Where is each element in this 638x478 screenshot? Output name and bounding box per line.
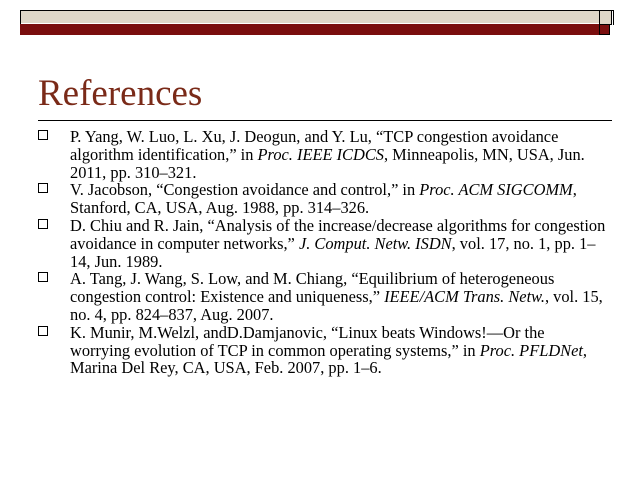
- square-outline-icon: [38, 272, 48, 282]
- references-list: [38, 128, 606, 377]
- reference-item: [38, 128, 606, 181]
- reference-segment: , Minneapolis, MN, USA, Jun. 2011, pp. 310–321.: [70, 144, 585, 182]
- reference-segment: , vol. 15, no. 4, pp. 824–837, Aug. 2007.: [70, 287, 603, 324]
- square-outline-icon: [38, 326, 48, 336]
- reference-text: [70, 324, 606, 377]
- reference-text: [70, 217, 606, 270]
- reference-item: [38, 324, 606, 377]
- reference-segment: A. Tang, J. Wang, S. Low, and M. Chiang, “Equilibrium of heterogeneous congestion control: Existence and uniqueness,”: [70, 269, 555, 307]
- reference-segment: K. Munir, M.Welzl, andD.Damjanovic, “Linux beats Windows!—Or the worrying evolution of TCP in common operating systems,” in: [70, 322, 545, 360]
- square-outline-icon: [38, 183, 48, 193]
- reference-item: [38, 181, 606, 217]
- reference-segment: , Marina Del Rey, CA, USA, Feb. 2007, pp. 1–6.: [70, 340, 588, 378]
- reference-venue: Proc. ACM SIGCOMM: [419, 180, 573, 200]
- square-outline-icon: [38, 130, 48, 140]
- reference-venue: J. Comput. Netw. ISDN: [298, 233, 452, 253]
- reference-item: [38, 270, 606, 323]
- reference-item: [38, 217, 606, 270]
- reference-text: [70, 270, 606, 323]
- reference-venue: Proc. PFLDNet: [479, 340, 583, 360]
- top-corner-square: [599, 10, 612, 25]
- reference-text: [70, 128, 606, 181]
- red-corner-square: [599, 24, 610, 35]
- header-red-bar: [20, 24, 610, 35]
- title-divider: [38, 120, 612, 121]
- square-outline-icon: [38, 219, 48, 229]
- top-band-fill: [21, 11, 609, 23]
- reference-segment: D. Chiu and R. Jain, “Analysis of the increase/decrease algorithms for congestion avoidance in computer networks,”: [70, 215, 606, 253]
- reference-segment: , Stanford, CA, USA, Aug. 1988, pp. 314–326.: [70, 180, 577, 218]
- reference-text: [70, 181, 606, 217]
- reference-venue: IEEE/ACM Trans. Netw.: [384, 287, 545, 307]
- reference-segment: P. Yang, W. Luo, L. Xu, J. Deogun, and Y. Lu, “TCP congestion avoidance algorithm identification,” in: [70, 127, 559, 164]
- reference-segment: V. Jacobson, “Congestion avoidance and control,” in: [70, 180, 420, 200]
- reference-segment: , vol. 17, no. 1, pp. 1–14, Jun. 1989.: [70, 233, 596, 271]
- reference-venue: Proc. IEEE ICDCS: [257, 144, 384, 164]
- slide-title: References: [38, 73, 203, 114]
